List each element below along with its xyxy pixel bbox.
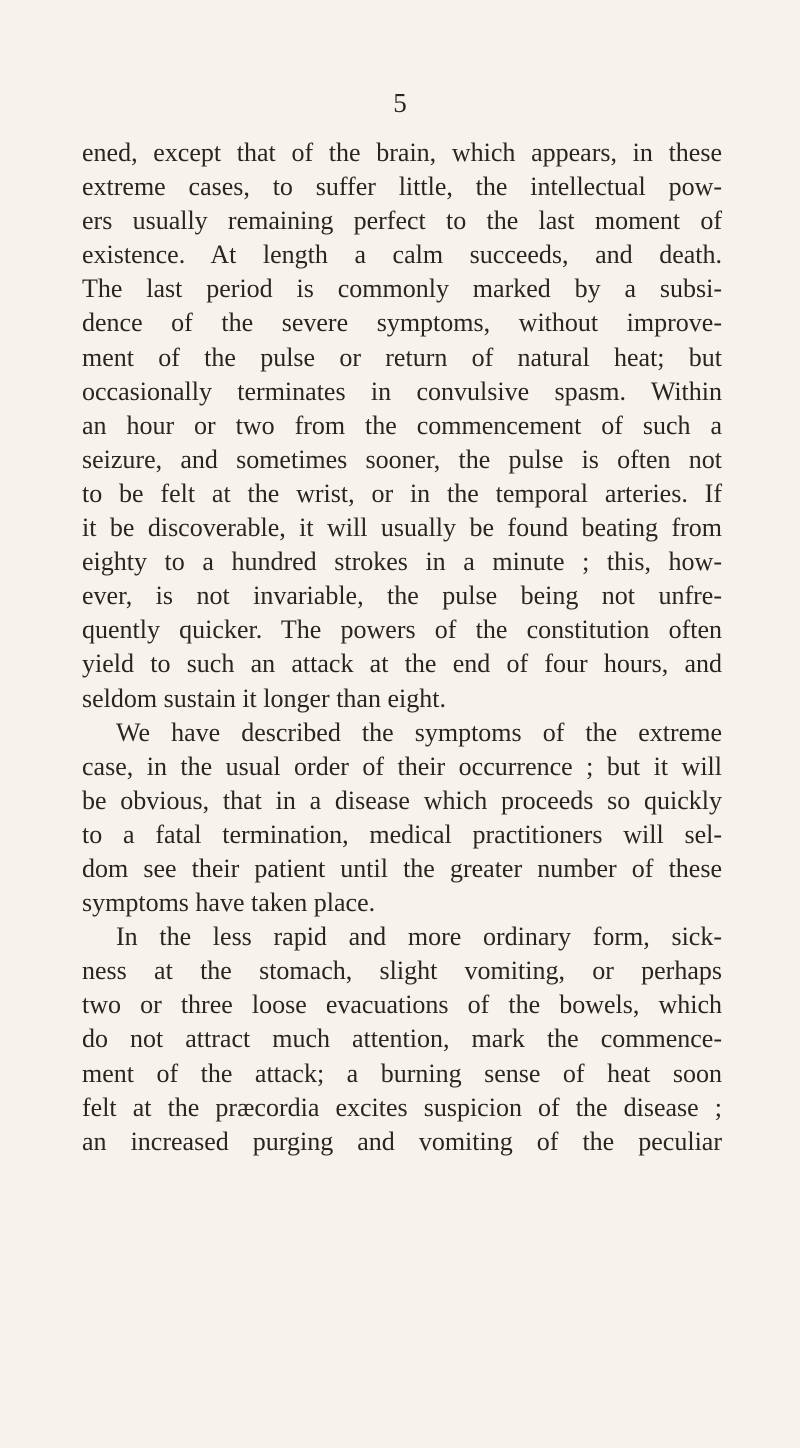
text-line: existence. At length a calm succeeds, and death. (82, 240, 722, 270)
text-line: quently quicker. The powers of the constitution often (82, 615, 722, 645)
text-line: ment of the pulse or return of natural heat; but (82, 342, 722, 372)
text-line: it be discoverable, it will usually be found beating from (82, 513, 722, 543)
body-text (82, 136, 722, 1159)
text-line: ness at the stomach, slight vomiting, or perhaps (82, 956, 722, 986)
text-line: The last period is commonly marked by a subsi- (82, 274, 722, 304)
text-line: ment of the attack; a burning sense of heat soon (82, 1058, 722, 1088)
text-line: ever, is not invariable, the pulse being not unfre- (82, 581, 722, 611)
text-line: an hour or two from the commencement of such a (82, 410, 722, 440)
text-line: We have described the symptoms of the extreme (116, 717, 722, 747)
text-line: do not attract much attention, mark the commence- (82, 1024, 722, 1054)
text-line: seizure, and sometimes sooner, the pulse is often not (82, 444, 722, 474)
text-line: extreme cases, to suffer little, the intellectual pow- (82, 172, 722, 202)
text-line: occasionally terminates in convulsive spasm. Within (82, 376, 722, 406)
text-line: felt at the præcordia excites suspicion of the disease ; (82, 1092, 722, 1122)
text-line: seldom sustain it longer than eight. (82, 683, 446, 713)
text-line: to be felt at the wrist, or in the temporal arteries. If (82, 478, 722, 508)
text-line: dom see their patient until the greater number of these (82, 853, 722, 883)
text-line: be obvious, that in a disease which proceeds so quickly (82, 785, 722, 815)
text-line: an increased purging and vomiting of the peculiar (82, 1126, 722, 1156)
text-line: eighty to a hundred strokes in a minute ; this, how- (82, 547, 722, 577)
text-line: In the less rapid and more ordinary form, sick- (116, 922, 722, 952)
text-line: symptoms have taken place. (82, 888, 376, 918)
text-line: dence of the severe symptoms, without improve- (82, 308, 722, 338)
text-line: to a fatal termination, medical practitioners will sel- (82, 819, 722, 849)
text-line: case, in the usual order of their occurrence ; but it will (82, 751, 722, 781)
page-number: 5 (393, 88, 407, 118)
text-line: ened, except that of the brain, which appears, in these (82, 138, 722, 167)
text-line: yield to such an attack at the end of four hours, and (82, 649, 722, 679)
text-line: two or three loose evacuations of the bowels, which (82, 990, 722, 1020)
text-line: ers usually remaining perfect to the last moment of (82, 206, 722, 236)
